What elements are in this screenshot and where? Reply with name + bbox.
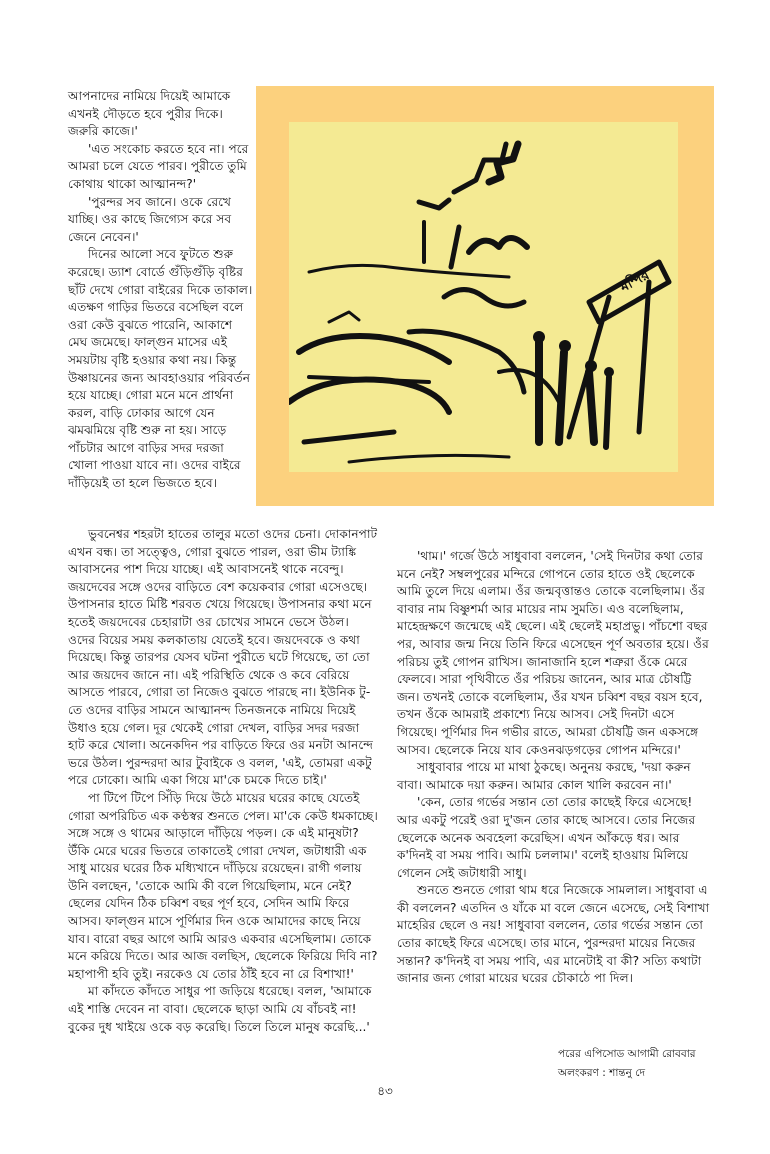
ink-drawing	[289, 122, 678, 472]
paragraph: শুনতে শুনতে গোরা থাম ধরে নিজেকে সামলাল। সাধুবাবা এ কী বললেন? এতদিন ও যাঁকে মা বলে জেনে এসেছে, সেই বিশাখা মাহেরির ছেলে ও নয়! সাধুবাবা বললেন, তোর গর্ভের সন্তান তো তোর কাছেই ফিরে এসেছে। তার মানে, পুরন্দরদা মায়ের নিজের সন্তান? ক'দিনই বা সময় পাবি, এর মানেটাই বা কী? সত্যি কথাটা জানার জন্য গোরা মায়ের ঘরের চৌকাঠে পা দিল।	[397, 883, 710, 986]
paragraph: পা টিপে টিপে সিঁড়ি দিয়ে উঠে মায়ের ঘরের কাছে যেতেই গোরা অপরিচিত এক কণ্ঠস্বর শুনতে পেল। মা'কে কেউ ধমকাচ্ছে। সঙ্গে সঙ্গে ও থামের আড়ালে দাঁড়িয়ে পড়ল। কে এই মানুষটা? উঁকি মেরে ঘরের ভিতরে তাকাতেই গোরা দেখল, জটাধারী এক সাধু মায়ের ঘরের ঠিক মধ্যিখানে দাঁড়িয়ে রয়েছেন। রাগী গলায় উনি বলছেন, 'তোকে আমি কী বলে গিয়েছিলাম, মনে নেই? ছেলের যেদিন ঠিক চব্বিশ বছর পূর্ণ হবে, সেদিন আমি ফিরে আসব। ফাল্গুন মাসে পূর্ণিমার দিন ওকে আমাদের কাছে নিয়ে যাব। বারো বছর আগে আমি আরও একবার এসেছিলাম। তোকে মনে করিয়ে দিতে। আর আজ বলছিস, ছেলেকে ফিরিয়ে দিবি না? মহাপাপী হবি তুই। নরকেও যে তোর ঠাঁই হবে না রে বিশাখা!'	[68, 790, 378, 981]
left-column-top	[68, 88, 254, 493]
paragraph: দিনের আলো সবে ফুটতে শুরু করেছে। ড্যাশ বোর্ডে গুঁড়িগুঁড়ি বৃষ্টির ছাঁট দেখে গোরা বাইরের দিকে তাকাল। এতক্ষণ গাড়ির ভিতরে বসেছিল বলে ওরা কেউ বুঝতে পারেনি, আকাশে মেঘ জমেছে। ফাল্গুন মাসের এই সময়টায় বৃষ্টি হওয়ার কথা নয়। কিন্তু উষ্ণায়নের জন্য আবহাওয়ার পরিবর্তন হয়ে যাচ্ছে। গোরা মনে মনে প্রার্থনা করল, বাড়ি ঢোকার আগে যেন ঝমঝমিয়ে বৃষ্টি শুরু না হয়। সাড়ে পাঁচটার আগে বাড়ির সদর দরজা খোলা পাওয়া যাবে না। ওদের বাইরে দাঁড়িয়েই তা হলে ভিজতে হবে।	[68, 247, 253, 491]
illustration-credit: অলংকরণ : শান্তনু দে	[558, 1067, 645, 1079]
left-column-bottom	[68, 526, 378, 1036]
shop-sign-text: মন্দির	[617, 266, 653, 296]
street-scene-illustration	[289, 122, 678, 472]
paragraph: সাধুবাবার পায়ে মা মাথা ঠুকছে। অনুনয় করছে, 'দয়া করুন বাবা। আমাকে দয়া করুন। আমার কোল খালি করবেন না।'	[397, 760, 691, 792]
paragraph: আপনাদের নামিয়ে দিয়েই আমাকে এখনই দৌড়তে হবে পুরীর দিকে। জরুরি কাজে।'	[68, 89, 231, 139]
paragraph: 'থাম।' গর্জে উঠে সাধুবাবা বললেন, 'সেই দিনটার কথা তোর মনে নেই? সম্বলপুরের মন্দিরে গোপনে তোর হাতে ওই ছেলেকে আমি তুলে দিয়ে এলাম। ওঁর জন্মবৃত্তান্তও তোকে বলেছিলাম। ওঁর বাবার নাম বিষ্ণুশর্মা আর মায়ের নাম সুমতি। এও বলেছিলাম, মাহেন্দ্রক্ষণে জন্মেছে এই ছেলে। এই ছেলেই মহাপ্রভু। পাঁচশো বছর পর, আবার জন্ম নিয়ে তিনি ফিরে এসেছেন পূর্ণ অবতার হয়ে। ওঁর পরিচয় তুই গোপন রাখিস। জানাজানি হলে শত্রুরা ওঁকে মেরে ফেলবে। সারা পৃথিবীতে ওঁর পরিচয় জানেন, আর মাত্র চৌষট্টি জন। তখনই তোকে বলেছিলাম, ওঁর যখন চব্বিশ বছর বয়স হবে, তখন ওঁকে আমরাই প্রকাশ্যে নিয়ে আসব। সেই দিনটা এসে গিয়েছে। পূর্ণিমার দিন গভীর রাতে, আমরা চৌষট্টি জন একসঙ্গে আসব। ছেলেকে নিয়ে যাব কেওনঝড়গড়ের গোপন মন্দিরে।'	[397, 549, 709, 757]
illustration-frame	[256, 86, 714, 506]
next-episode-note: পরের এপিসোড আগামী রোববার	[558, 1048, 696, 1060]
paragraph: মা কাঁদতে কাঁদতে সাধুর পা জড়িয়ে ধরেছে। বলল, 'আমাকে এই শাস্তি দেবেন না বাবা। ছেলেকে ছাড়া আমি যে বাঁচবই না! বুকের দুধ খাইয়ে ওকে বড় করেছি। তিলে তিলে মানুষ করেছি...'	[68, 984, 372, 1034]
page-number: ৪৩	[377, 1084, 393, 1098]
paragraph: 'কেন, তোর গর্ভের সন্তান তো তোর কাছেই ফিরে এসেছে! আর একটু পরেই ওরা দু'জন তোর কাছে আসবে। তোর নিজের ছেলেকে অনেক অবহেলা করেছিস। এখন আঁকড়ে ধর। আর ক'দিনই বা সময় পাবি। আমি চললাম।' বলেই হাওয়ায় মিলিয়ে গেলেন সেই জটাধারী সাধু।	[397, 795, 696, 880]
paragraph: 'এত সংকোচ করতে হবে না। পরে আমরা চলে যেতে পারব। পুরীতে তুমি কোথায় থাকো আত্মানন্দ?'	[68, 141, 249, 191]
paragraph: ভুবনেশ্বর শহরটা হাতের তালুর মতো ওদের চেনা। দোকানপাট এখন বন্ধ। তা সত্ত্বেও, গোরা বুঝতে পারল, ওরা ভীম ট্যাঙ্কি আবাসনের পাশ দিয়ে যাচ্ছে। এই আবাসনেই থাকে নবেন্দু। জয়দেবের সঙ্গে ওদের বাড়িতে বেশ কয়েকবার গোরা এসেওছে। উপাসনার হাতে মিষ্টি শরবত খেয়ে গিয়েছে। উপাসনার কথা মনে হতেই জয়দেবের চেহারাটা ওর চোখের সামনে ভেসে উঠল। ওদের বিয়ের সময় কলকাতায় যেতেই হবে। জয়দেবকে ও কথা দিয়েছে। কিন্তু তারপর যেসব ঘটনা পুরীতে ঘটে গিয়েছে, তা তো আর জয়দেব জানে না। এই পরিস্থিতি থেকে ও কবে বেরিয়ে আসতে পারবে, গোরা তা নিজেও বুঝতে পারছে না। ইউনিক টু-তে ওদের বাড়ির সামনে আত্মানন্দ তিনজনকে নামিয়ে দিয়েই উধাও হয়ে গেল। দূর থেকেই গোরা দেখল, বাড়ির সদর দরজা হাট করে খোলা। অনেকদিন পর বাড়িতে ফিরে ওর মনটা আনন্দে ভরে উঠল। পুরন্দরদা আর টুবাইকে ও বলল, 'এই, তোমরা একটু পরে ঢোকো। আমি একা গিয়ে মা'কে চমকে দিতে চাই।'	[68, 527, 378, 788]
right-column	[397, 548, 715, 988]
paragraph: 'পুরন্দর সব জানে। ওকে রেখে যাচ্ছি। ওর কাছে জিগ্যেস করে সব জেনে নেবেন।'	[68, 194, 232, 244]
credits	[558, 1045, 728, 1083]
